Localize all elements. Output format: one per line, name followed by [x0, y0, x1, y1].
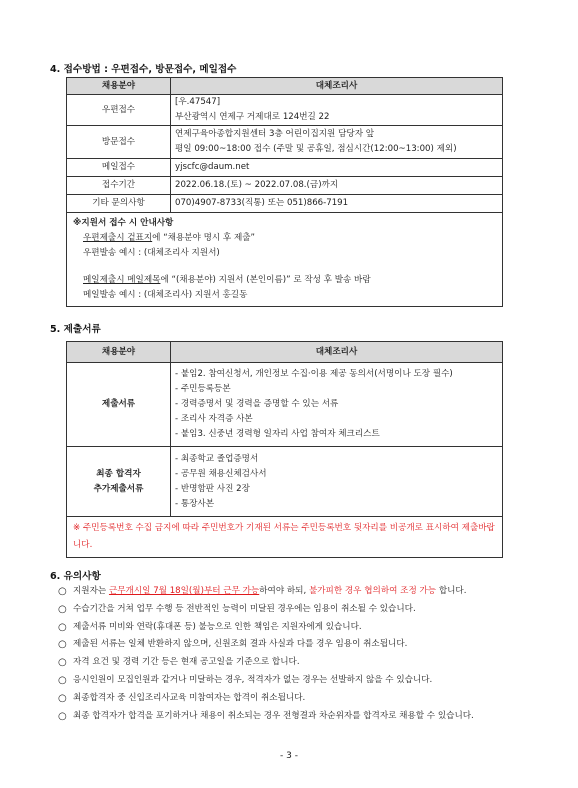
- list-item: ○ 수습기간을 거쳐 업무 수행 등 전반적인 능력이 미달된 경우에는 임용이 취소될 수 있습니다.: [58, 601, 508, 619]
- list-item: - 조리사 자격증 사본: [175, 412, 498, 427]
- list-item: - 붙임3. 신중년 경력형 일자리 사업 참여자 체크리스트: [175, 427, 498, 442]
- label-period: 접수기간: [67, 177, 171, 195]
- application-guide: [67, 213, 503, 307]
- label-visit: 방문접수: [67, 126, 171, 159]
- guide-mail-example: 우편발송 예시 : (대체조리사 지원서): [83, 248, 220, 258]
- header-field: 채용분야: [67, 78, 171, 95]
- list-item: - 공무원 채용신체검사서: [175, 467, 498, 482]
- submit-docs-list: [171, 363, 503, 447]
- list-item: ○ 지원자는 근무개시일 7월 18일(월)부터 근무 가능하여야 하되, 불가피한 경우 협의하여 조정 가능 합니다.: [58, 583, 508, 601]
- label-email: 메일접수: [67, 159, 171, 177]
- list-item: - 붙임2. 참여신청서, 개인정보 수집·이용 제공 동의서(서명이나 도장 필수): [175, 367, 498, 382]
- label-submit-docs: 제출서류: [67, 363, 171, 447]
- application-method-table: [66, 77, 503, 307]
- section-4-title: 4. 접수방법 : 우편접수, 방문접수, 메일접수: [50, 64, 237, 75]
- guide-email-example: 메일발송 예시 : (대체조리사) 지원서 홍길동: [83, 290, 248, 300]
- list-item: ○ 자격 요건 및 경력 기간 등은 현재 공고일을 기준으로 합니다.: [58, 654, 508, 672]
- header-position: 대체조리사: [171, 78, 503, 95]
- list-item: - 반명함판 사진 2장: [175, 482, 498, 497]
- label-mail: 우편접수: [67, 95, 171, 126]
- value-visit: 연제구육아종합지원센터 3층 어린이집지원 담당자 앞 평일 09:00~18:00 접수 (주말 및 공휴일, 점심시간(12:00~13:00) 제외): [171, 126, 503, 159]
- list-item: - 통장사본: [175, 497, 498, 512]
- list-item: ○ 최종합격자 중 신입조리사교육 미참여자는 합격이 취소됩니다.: [58, 690, 508, 708]
- list-item: ○ 응시인원이 모집인원과 같거나 미달하는 경우, 적격자가 없는 경우는 선발하지 않을 수 있습니다.: [58, 672, 508, 690]
- precautions-list: [58, 583, 508, 725]
- guide-title: ※지원서 접수 시 안내사항: [73, 218, 174, 228]
- list-item: - 경력증명서 및 경력을 증명할 수 있는 서류: [175, 397, 498, 412]
- guide-email: 메일제출시 메일제목에 “(채용분야) 지원서 (본인이름)” 로 작성 후 발송 바람: [83, 275, 371, 285]
- list-item: - 주민등록등본: [175, 382, 498, 397]
- page-number: - 3 -: [280, 751, 298, 761]
- list-item: - 최종학교 졸업증명서: [175, 452, 498, 467]
- value-mail: [우.47547] 부산광역시 연제구 거제대로 124번길 22: [171, 95, 503, 126]
- label-inquiry: 기타 문의사항: [67, 195, 171, 213]
- list-item: ○ 제출된 서류는 일체 반환하지 않으며, 신원조회 결과 사실과 다를 경우 임용이 취소됩니다.: [58, 636, 508, 654]
- label-final-docs: 최종 합격자 추가제출서류: [67, 447, 171, 517]
- section-5-title: 5. 제출서류: [50, 324, 101, 335]
- value-inquiry: 070)4907-8733(직통) 또는 051)866-7191: [171, 195, 503, 213]
- section-6-title: 6. 유의사항: [50, 571, 101, 582]
- guide-mail: 우편제출시 겉표지에 “채용분야 명시 후 제출”: [83, 233, 256, 243]
- header-field: 채용분야: [67, 342, 171, 363]
- resident-number-notice: ※ 주민등록번호 수집 금지에 따라 주민번호가 기재된 서류는 주민등록번호 뒷자리를 비공개로 표시하여 제출바랍니다.: [67, 517, 503, 558]
- list-item: ○ 최종 합격자가 합격을 포기하거나 채용이 취소되는 경우 전형결과 차순위자를 합격자로 채용할 수 있습니다.: [58, 708, 508, 726]
- value-email[interactable]: yjscfc@daum.net: [171, 159, 503, 177]
- final-docs-list: [171, 447, 503, 517]
- header-position: 대체조리사: [171, 342, 503, 363]
- value-period: 2022.06.18.(토) ~ 2022.07.08.(금)까지: [171, 177, 503, 195]
- submission-documents-table: [66, 341, 503, 558]
- list-item: ○ 제출서류 미비와 연락(휴대폰 등) 불능으로 인한 책임은 지원자에게 있습니다.: [58, 619, 508, 637]
